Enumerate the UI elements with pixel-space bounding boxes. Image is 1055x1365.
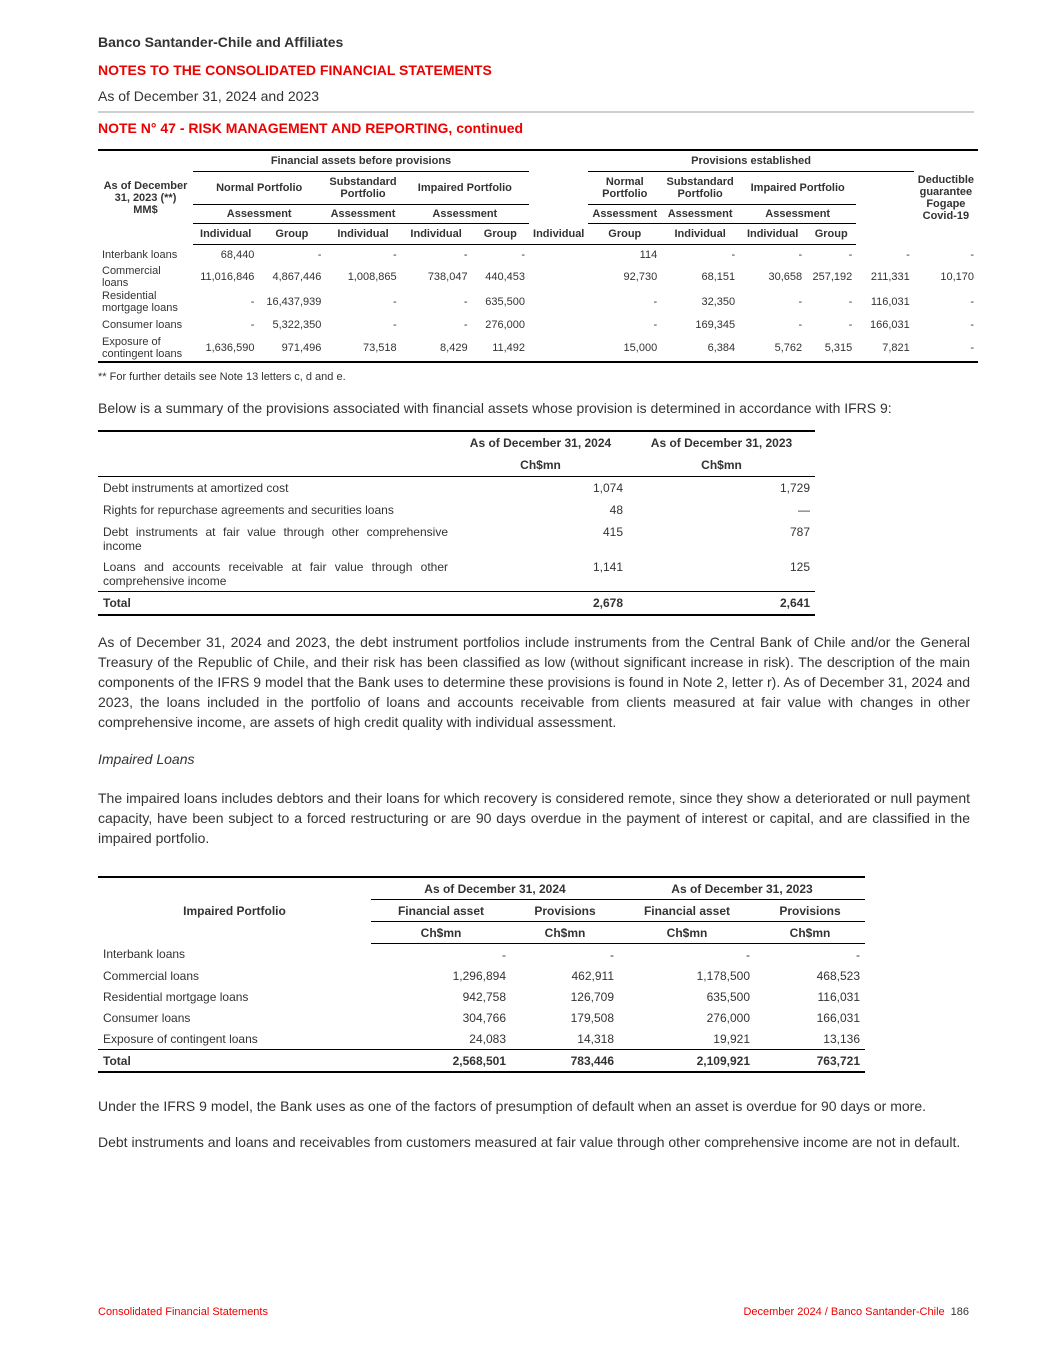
cell-value: 68,151 [701, 271, 736, 283]
cell-value: 10,170 [940, 271, 974, 283]
page-number: 186 [950, 1306, 969, 1318]
table-row: Debt instruments at fair value through other comprehensive income 415 787 [103, 525, 810, 553]
cell-value: 19,921 [713, 1031, 750, 1046]
cell-value: 211,331 [870, 271, 910, 283]
cell-value: - [463, 249, 468, 261]
cell-value: 166,031 [816, 1010, 860, 1025]
cell-value: - [970, 296, 974, 308]
cell-value: 5,315 [806, 335, 856, 362]
table3-unit: Ch$mn [619, 922, 755, 944]
cell-value: 73,518 [325, 335, 400, 362]
table1-body [98, 245, 978, 363]
cell-value: 738,047 [427, 271, 468, 283]
table-row [98, 1028, 865, 1050]
as-of-date: As of December 31, 2024 and 2023 [98, 88, 320, 104]
cell-value: - [746, 947, 750, 962]
cell-value: 1,008,865 [347, 271, 397, 283]
table1-footnote: ** For further details see Note 13 letters c, d and e. [98, 371, 346, 383]
cell-value: 468,523 [816, 968, 860, 983]
table1-col-individual: Individual [529, 224, 588, 245]
table1-col-individual: Individual [661, 224, 739, 245]
table1-col-individual: Individual [325, 224, 400, 245]
table3-provisions: Provisions [511, 900, 619, 922]
table1-col-group: Group [806, 224, 856, 245]
cell-value: 6,384 [661, 335, 739, 362]
table-total-row: Total 2,678 2,641 [98, 592, 815, 616]
cell-value: - [521, 249, 526, 261]
cell-value: 276,000 [706, 1010, 750, 1025]
cell-value: 440,453 [485, 271, 526, 283]
cell-value: - [653, 296, 658, 308]
table3-body [98, 944, 865, 1073]
table3-unit: Ch$mn [755, 922, 865, 944]
cell-value: 92,730 [623, 271, 658, 283]
row-label: Exposure of contingent loans [98, 335, 193, 362]
row-label: Interbank loans [103, 947, 186, 962]
cell-value: 24,083 [469, 1031, 506, 1046]
cell-value: - [970, 248, 974, 261]
cell-value: 179,508 [570, 1010, 614, 1025]
table1-prov-normal: Normal Portfolio [588, 172, 661, 205]
row-label: Commercial loans [103, 968, 200, 983]
table1-col-group: Group [258, 224, 325, 245]
table1-fa-substandard: Substandard Portfolio [325, 172, 400, 205]
cell-value: - [463, 319, 468, 331]
cell-value: 1,636,590 [193, 335, 258, 362]
table1-col-individual: Individual [401, 224, 472, 245]
header-divider [98, 111, 974, 113]
table1-col-individual: Individual [193, 224, 258, 245]
table-row [98, 1007, 865, 1028]
cell-value: - [798, 296, 803, 308]
table1-fa-normal: Normal Portfolio [193, 172, 325, 205]
cell-value: 126,709 [570, 989, 614, 1004]
cell-value: 1,178,500 [696, 968, 750, 983]
cell-value: 68,440 [220, 249, 255, 261]
table3-col-2023: As of December 31, 2023 [619, 877, 865, 900]
cell-value: 5,322,350 [272, 319, 322, 331]
notes-title: NOTES TO THE CONSOLIDATED FINANCIAL STATEMENTS [98, 62, 492, 78]
table1-deductible: Deductible guarantee Fogape Covid-19 [914, 150, 978, 245]
cell-value: - [914, 335, 978, 362]
cell-value: - [856, 947, 860, 962]
cell-value: 763,721 [755, 1050, 865, 1073]
cell-value: 635,500 [706, 989, 750, 1004]
cell-value: 169,345 [695, 319, 736, 331]
cell-value: 971,496 [258, 335, 325, 362]
cell-value: 5,762 [739, 335, 806, 362]
cell-value: 4,867,446 [272, 271, 322, 283]
cell-value: 11,016,846 [200, 271, 255, 283]
impaired-loans-heading: Impaired Loans [98, 751, 195, 767]
table1-assessment: Assessment [739, 205, 856, 224]
table1-assessment: Assessment [661, 205, 739, 224]
table1-col-group: Group [472, 224, 529, 245]
row-label: Exposure of contingent loans [103, 1031, 258, 1046]
portfolio-provisions-table [98, 149, 978, 363]
table-row [98, 986, 865, 1007]
table1-assessment: Assessment [193, 205, 325, 224]
table1-col-group: Group [588, 224, 661, 245]
cell-value: - [502, 947, 506, 962]
row-label: Residential mortgage loans [102, 290, 178, 314]
table-row [98, 315, 978, 335]
cell-value: - [906, 248, 910, 261]
cell-value: - [463, 296, 468, 308]
table3-col-2024: As of December 31, 2024 [371, 877, 619, 900]
note-title: NOTE N° 47 - RISK MANAGEMENT AND REPORTING, continued [98, 120, 524, 136]
paragraph-impaired-loans: The impaired loans includes debtors and their loans for which recovery is considered remote, since they show a deteriorated or null payment capacity, have been subject to a forced restructuring or are 90 days overdue in the payment of interest or capital, and are classified in the impaired portfolio. [98, 790, 970, 846]
cell-value: 11,492 [472, 335, 529, 362]
cell-value: 942,758 [462, 989, 506, 1004]
table3-corner: Impaired Portfolio [98, 877, 371, 944]
cell-value: - [798, 319, 803, 331]
cell-value: 304,766 [462, 1010, 506, 1025]
cell-value: 2,109,921 [619, 1050, 755, 1073]
cell-value: 13,136 [823, 1031, 860, 1046]
footer-right [743, 1306, 969, 1318]
cell-value: 2,568,501 [371, 1050, 511, 1073]
summary-intro: Below is a summary of the provisions associated with financial assets whose provision is determined in accordance with IFRS 9: [98, 400, 892, 416]
row-label: Commercial loans [102, 265, 161, 289]
table-row [98, 289, 978, 315]
company-name: Banco Santander-Chile and Affiliates [98, 34, 344, 50]
paragraph-not-in-default: Debt instruments and loans and receivables from customers measured at fair value through other comprehensive income are not in default. [98, 1134, 961, 1150]
cell-value: 462,911 [571, 968, 614, 983]
table-row: Debt instruments at amortized cost 1,074 1,729 [103, 481, 810, 495]
cell-value: 114 [639, 249, 658, 261]
cell-value: - [653, 319, 658, 331]
cell-value: - [317, 249, 322, 261]
paragraph-ifrs9-default: Under the IFRS 9 model, the Bank uses as one of the factors of presumption of default when an asset is overdue for 90 days or more. [98, 1098, 927, 1114]
cell-value: 635,500 [485, 296, 526, 308]
table-row: Loans and accounts receivable at fair value through other comprehensive income 1,141 125 [103, 560, 810, 588]
cell-value: - [798, 249, 803, 261]
table1-fa-impaired: Impaired Portfolio [401, 172, 529, 205]
cell-value: - [731, 249, 736, 261]
cell-value: 116,031 [817, 989, 860, 1004]
footer-publication: December 2024 / Banco Santander-Chile [743, 1306, 945, 1318]
table-total-row [98, 1050, 865, 1073]
table1-assessment: Assessment [401, 205, 529, 224]
table1-col-individual: Individual [739, 224, 806, 245]
cell-value: 30,658 [768, 271, 803, 283]
cell-value: 7,821 [856, 335, 914, 362]
cell-value: - [970, 319, 974, 331]
table3-financial-asset: Financial asset [619, 900, 755, 922]
row-label: Consumer loans [102, 319, 183, 331]
cell-value: - [392, 296, 397, 308]
table1-group-financial-assets: Financial assets before provisions [193, 150, 529, 172]
table3-unit: Ch$mn [371, 922, 511, 944]
cell-value: 1,296,894 [452, 968, 506, 983]
cell-value: - [250, 319, 255, 331]
cell-value: 8,429 [401, 335, 472, 362]
row-label: Residential mortgage loans [103, 989, 249, 1004]
footer-left: Consolidated Financial Statements [98, 1306, 268, 1318]
cell-value: - [250, 296, 255, 308]
table2-col-2023: As of December 31, 2023 [628, 431, 815, 454]
table-row [98, 965, 865, 986]
table3-unit: Ch$mn [511, 922, 619, 944]
table-row [98, 335, 978, 362]
cell-value: - [848, 319, 853, 331]
cell-value: - [848, 296, 853, 308]
cell-value: 276,000 [485, 319, 526, 331]
cell-value: 15,000 [588, 335, 661, 362]
table1-corner: As of December 31, 2023 (**) MM$ [98, 150, 193, 245]
table2-col-2024: As of December 31, 2024 [453, 431, 628, 454]
cell-value: - [392, 249, 397, 261]
cell-value: 16,437,939 [266, 296, 322, 308]
cell-value: 32,350 [701, 296, 736, 308]
table1-assessment: Assessment [588, 205, 661, 224]
cell-value: - [610, 947, 614, 962]
table-row [98, 245, 978, 266]
impaired-portfolio-table [98, 876, 865, 1073]
cell-value: 166,031 [870, 319, 910, 331]
cell-value: 257,192 [812, 271, 853, 283]
table-row: Rights for repurchase agreements and securities loans 48 — [103, 503, 810, 517]
row-label: Interbank loans [102, 248, 178, 261]
cell-value: - [848, 249, 853, 261]
paragraph-debt-portfolios: As of December 31, 2024 and 2023, the debt instrument portfolios include instruments from the Central Bank of Chile and/or the General Treasury of the Republic of Chile, and their risk has been classified as low (without significant increase in risk). The description of the main components of the IFRS 9 model that the Bank uses to determine these provisions is found in Note 2, letter r). As of December 31, 2024 and 2023, the loans included in the portfolio of loans and accounts receivable from clients measured at fair value with changes in other comprehensive income, are assets of high credit quality with individual assessment. [98, 634, 970, 730]
table3-financial-asset: Financial asset [371, 900, 511, 922]
cell-value: 783,446 [511, 1050, 619, 1073]
cell-value: 14,318 [577, 1031, 614, 1046]
table2-unit: Ch$mn [453, 454, 628, 477]
ifrs9-provisions-summary-table [98, 430, 815, 616]
cell-value: - [392, 319, 397, 331]
table1-prov-substandard: Substandard Portfolio [661, 172, 739, 205]
table-row [98, 944, 865, 966]
cell-value: 116,031 [870, 296, 910, 308]
table-row [98, 265, 978, 289]
table1-prov-impaired: Impaired Portfolio [739, 172, 856, 205]
table1-assessment: Assessment [325, 205, 400, 224]
table3-provisions: Provisions [755, 900, 865, 922]
row-label: Total [98, 1050, 371, 1073]
row-label: Consumer loans [103, 1010, 191, 1025]
table1-group-provisions: Provisions established [588, 150, 913, 172]
table2-unit: Ch$mn [628, 454, 815, 477]
